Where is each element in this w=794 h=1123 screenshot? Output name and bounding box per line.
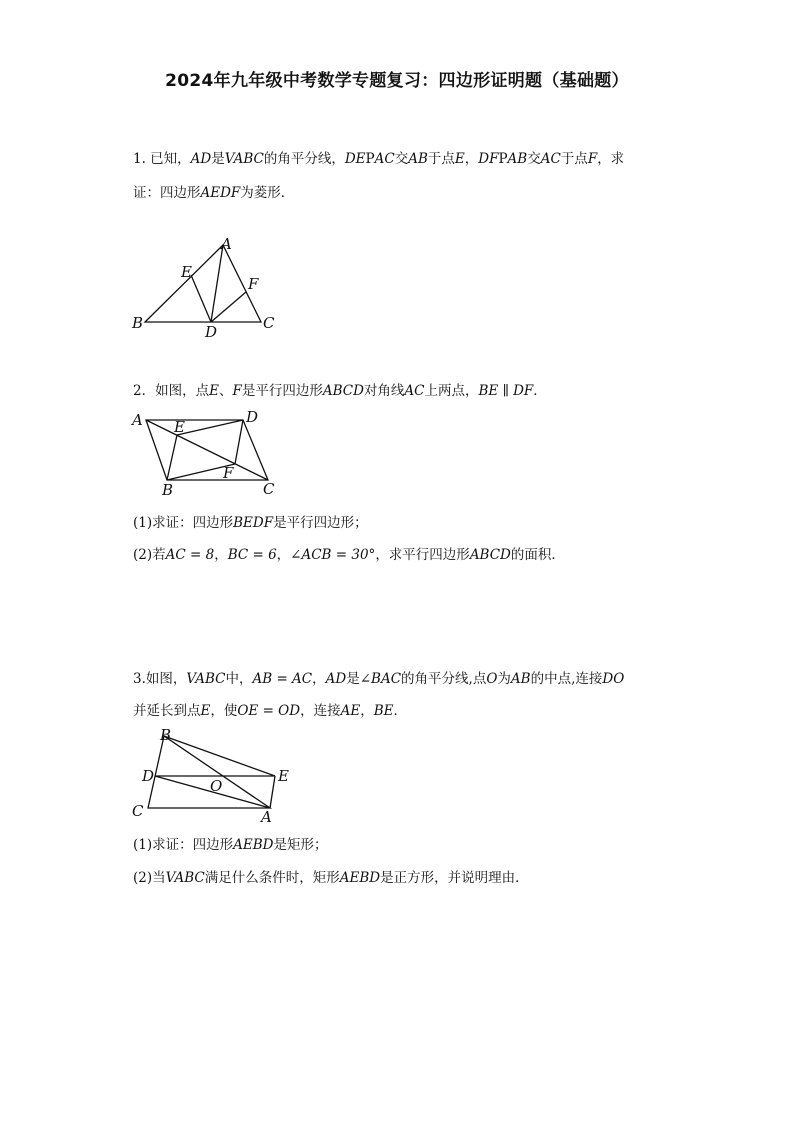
q2-math: AC [404,383,425,399]
q1-text: 于点 [427,151,455,167]
q2-math: AC = 8 [165,547,215,563]
q3-label-d: D [142,767,155,785]
q2-label-e: E [174,418,185,436]
q3-text: 是 [346,671,360,687]
q2-text: ． [533,383,547,399]
q1-math: AB [408,151,428,167]
q2-label-a: A [132,411,143,429]
q1-math: AC [374,151,395,167]
q3-math: BE [373,703,394,719]
q1-label-a: A [221,235,232,253]
q1-statement-line2 [133,176,673,210]
q1-figure [128,232,288,342]
q1-segment-de [191,275,211,322]
q1-statement-line1 [133,142,673,176]
q2-part2 [133,545,673,565]
q1-label-c: C [263,314,275,332]
q3-text: 中， [225,671,253,687]
q1-math: F [587,151,598,167]
q3-math: AEBD [233,837,274,853]
q3-statement-line1 [133,662,673,696]
q3-math: DO [602,671,625,687]
q3-math: O [486,671,498,687]
q3-label-e: E [278,767,289,785]
q1-text: 的角平分线， [263,151,345,167]
q3-label-o: O [210,777,223,795]
q1-label-f: F [248,275,259,293]
q1-math: DF [478,151,499,167]
q3-math: AB [510,671,531,687]
q1-text: P [498,151,508,167]
q2-text: 2．如图，点 [133,383,210,399]
q2-segment-fd [235,420,243,464]
q2-text: 对角线 [363,383,405,399]
q1-text: 于点 [560,151,588,167]
q1-math: AC [540,151,561,167]
q1-text: 1. 已知， [133,151,191,167]
q1-text: 证：四边形 [133,185,201,201]
q2-text: 上两点， [424,383,479,399]
q3-text: ，使 [210,703,238,719]
q3-math: AE [340,703,361,719]
q3-text: ，连接 [300,703,341,719]
q3-text: ， [312,671,326,687]
q2-math: ∠ACB = 30° [290,547,376,563]
q3-label-a: A [261,808,272,826]
q1-text: 交 [527,151,541,167]
q1-label-b: B [132,314,144,332]
q1-math: AEDF [200,185,241,201]
q3-figure [128,726,298,826]
q2-math: BE ∥ DF [478,383,534,399]
q2-statement-line1 [133,374,673,408]
q2-text: 是平行四边形 [241,383,323,399]
q1-segment-df [211,292,246,322]
q1-text: 交 [394,151,409,167]
q2-part1 [133,513,673,533]
q1-text: P [365,151,375,167]
q2-label-b: B [162,481,174,499]
q1-text: ，求 [597,151,625,167]
q2-segment-be [167,435,177,480]
q2-text: (1)求证：四边形 [133,515,234,531]
q3-text: ， [360,703,374,719]
q3-text: 满足什么条件时，矩形 [204,870,340,886]
q3-text: (2)当 [133,870,166,886]
q3-label-b: B [160,726,172,744]
q3-math: AD [325,671,347,687]
q3-math: OE = OD [237,703,301,719]
q3-segment-be [164,736,275,776]
q2-text: ， [276,547,291,563]
q3-text: 是矩形； [273,837,328,853]
q3-part1 [133,835,673,855]
q3-text: 3.如图， [133,671,187,687]
q3-math: AEBD [339,870,381,886]
q2-text: 是平行四边形； [273,515,368,531]
q1-label-e: E [181,263,192,281]
q3-math: AB = AC [252,671,313,687]
q3-triangle-abc [148,736,270,808]
q1-label-d: D [205,323,218,341]
q3-math: VABC [186,671,226,687]
q3-text: 并延长到点 [133,703,201,719]
q3-math: VABC [165,870,205,886]
q2-math: ABCD [469,547,511,563]
q1-math: AD [190,151,212,167]
q2-math: BEDF [233,515,274,531]
q3-text: 为 [497,671,511,687]
q1-math: VABC [224,151,264,167]
q1-text: ， [464,151,479,167]
page-title: 2024年九年级中考数学专题复习：四边形证明题（基础题） [165,71,629,91]
q1-text: 是 [211,151,225,167]
q1-text: 为菱形． [240,185,295,201]
q2-text: ， [214,547,228,563]
q2-text: 、 [218,383,233,399]
q2-label-c: C [263,480,275,498]
q3-math: ∠BAC [359,671,402,687]
q3-text: 的角平分线,点 [401,671,487,687]
q2-math: F [232,383,242,399]
q2-label-d: D [246,408,259,426]
q1-math: AB [507,151,528,167]
q3-text: 是正方形，并说明理由． [380,870,529,886]
q3-statement-line2 [133,694,673,728]
q2-figure [128,404,283,499]
q3-label-c: C [132,802,144,820]
q2-math: ABCD [322,383,364,399]
q3-text: 的中点,连接 [530,671,603,687]
q2-label-f: F [223,464,234,482]
q2-text: 的面积． [510,547,565,563]
q1-segment-ad [211,245,223,322]
q3-segment-ae [270,776,275,808]
q2-text: ，求平行四边形 [375,547,470,563]
q3-part2 [133,868,673,888]
q2-math: BC = 6 [227,547,277,563]
q1-triangle-abc [145,245,261,322]
q1-math: E [454,151,465,167]
q1-math: DE [344,151,366,167]
q3-text: (1)求证：四边形 [133,837,234,853]
q3-math: E [200,703,211,719]
q2-segment-ed [177,420,243,435]
q3-text: ． [393,703,407,719]
q2-text: (2)若 [133,547,166,563]
q2-math: E [209,383,219,399]
